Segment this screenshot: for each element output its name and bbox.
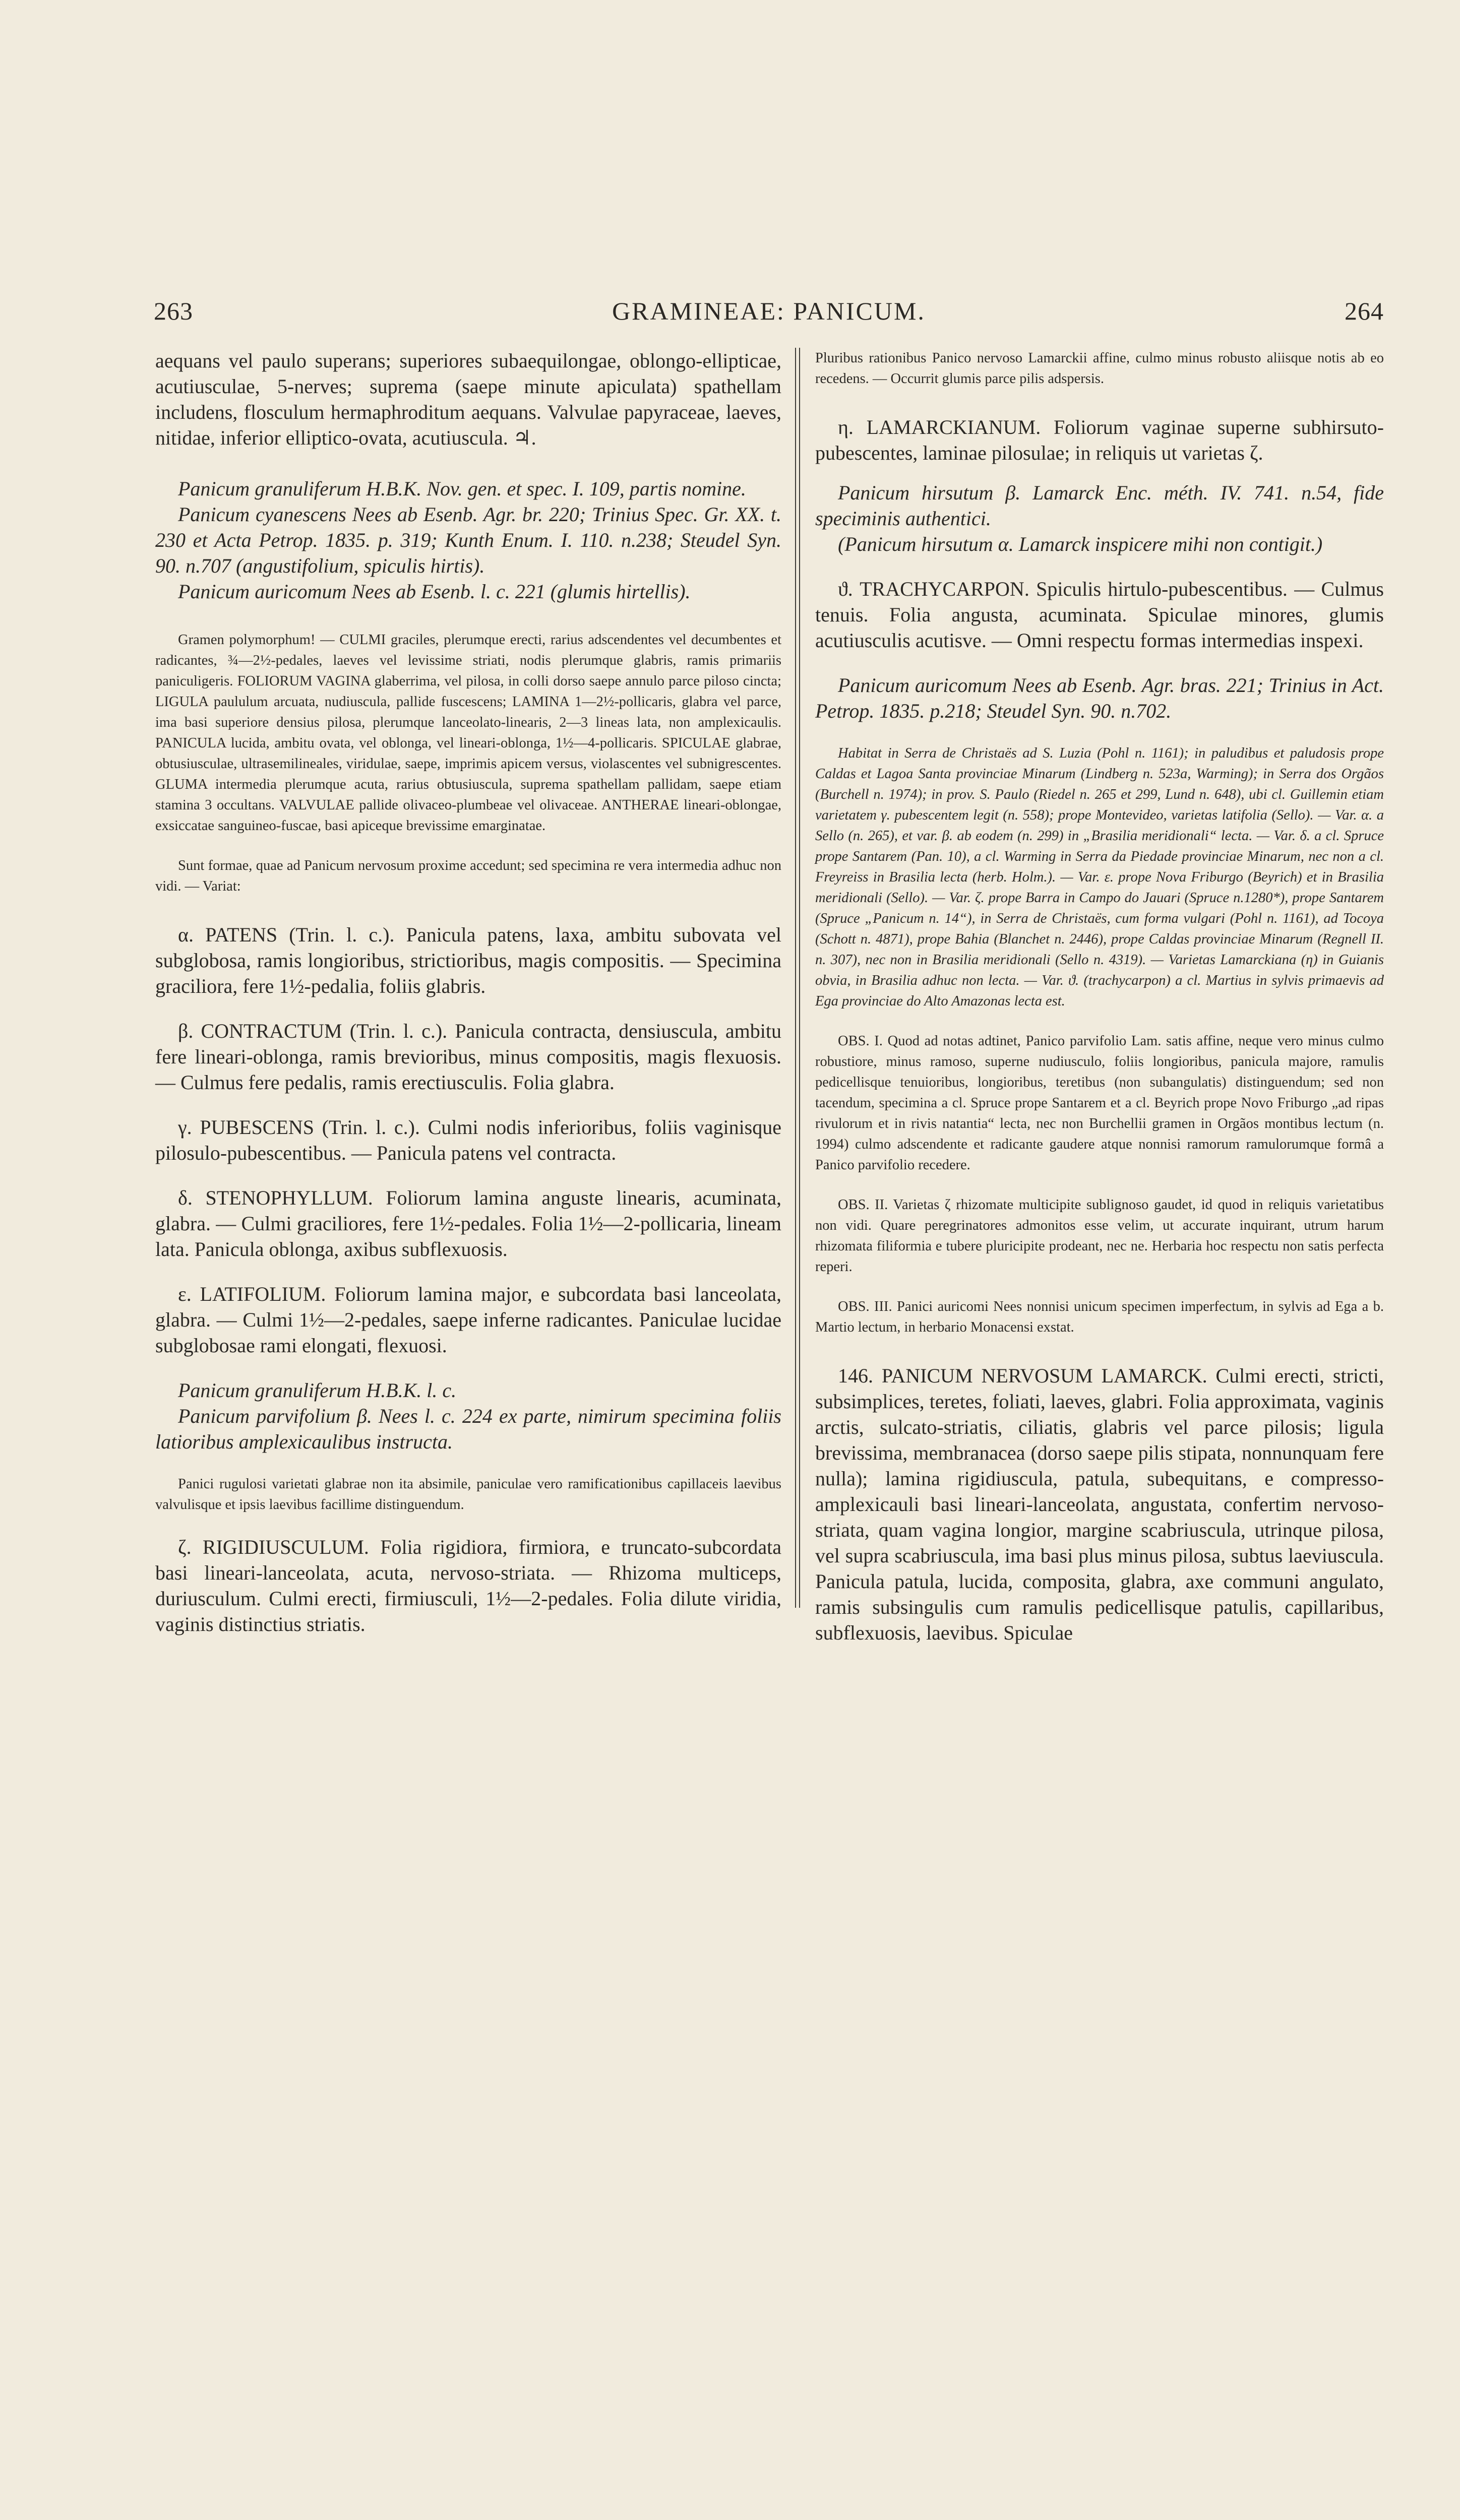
right-column-paragraph: OBS. III. Panici auricomi Nees nonnisi unicum specimen imperfectum, in sylvis ad Ega a b. Martio lectum, in herbario Monacensi exstat. xyxy=(815,1299,1384,1335)
right-column-paragraph: (Panicum hirsutum α. Lamarck inspicere mihi non contigit.) xyxy=(838,533,1323,555)
right-column xyxy=(815,348,1384,1646)
right-column-paragraph: ϑ. TRACHYCARPON. Spiculis hirtulo-pubescentibus. — Culmus tenuis. Folia angusta, acuminata. Spiculae minores, glumis acutiusculis acutisve. — Omni respectu formas intermedias inspexi. xyxy=(815,578,1384,652)
left-column-paragraph: ζ. RIGIDIUSCULUM. Folia rigidiora, firmiora, e truncato-subcordata basi lineari-lanceolata, acuta, nervoso-striata. — Rhizoma multiceps, duriusculum. Culmi erecti, firmiusculi, 1½—2-pedales. Folia dilute viridia, vaginis distinctius striatis. xyxy=(155,1536,781,1635)
left-column-paragraph: δ. STENOPHYLLUM. Foliorum lamina anguste linearis, acuminata, glabra. — Culmi graciliores, fere 1½-pedales. Folia 1½—2-pollicaria, lineam lata. Panicula oblonga, axibus subflexuosis. xyxy=(155,1186,781,1261)
column-divider xyxy=(795,348,796,1608)
left-column-paragraph: β. CONTRACTUM (Trin. l. c.). Panicula contracta, densiuscula, ambitu fere lineari-oblonga, ramis brevioribus, minus compositis, magis flexuosis. — Culmus fere pedalis, ramis erectiusculis. Folia glabra. xyxy=(155,1020,781,1094)
left-column-paragraph: Panicum granuliferum H.B.K. l. c. xyxy=(178,1379,457,1402)
column-divider-second xyxy=(799,348,800,1608)
right-column-paragraph: Panicum hirsutum β. Lamarck Enc. méth. IV. 741. n.54, fide speciminis authentici. xyxy=(815,481,1384,530)
left-column-paragraph: Panicum granuliferum H.B.K. Nov. gen. et spec. I. 109, partis nomine. xyxy=(178,477,746,500)
left-column-paragraph: aequans vel paulo superans; superiores subaequilongae, oblongo-elliptiсae, acutiusculae, 5-nerves; suprema (saepe minute apiculata) spathellam includens, flosculum hermaphroditum aequans. Valvulae papyraceae, laeves, nitidae, inferior elliptico-ovata, acutiuscula. ♃. xyxy=(155,349,781,449)
right-column-paragraph: OBS. I. Quod ad notas adtinet, Panico parvifolio Lam. satis affine, neque vero minus culmo robustiore, minus ramoso, superne nudiusculo, foliis longioribus, panicula majore, ramulis pedicellisque tenuioribus, longioribus, teretibus (non subangulatis) distinguendum; sed non tacendum, specimina a cl. Spruce prope Santarem et a cl. Beyrich prope Novo Friburgo „ad ripas rivulorum et in rivis natantia“ lecta, nec non Burchellii gramen in Orgãos montibus lectum (n. 1994) culmo adscendente et radicante gaudere atque nonnisi ramorum ramulorumque formâ a Panico parvifolio recedere. xyxy=(815,1033,1384,1173)
right-column-paragraph: 146. PANICUM NERVOSUM LAMARCK. Culmi erecti, stricti, subsimplices, teretes, foliati, laeves, glabri. Folia approximata, vaginis arctis, sulcato-striatis, ciliatis, glabris vel parce pilosis; ligula brevissima, membranacea (dorso saepe pilis stipata, nonnunquam fere nulla); lamina rigidiuscula, patula, subequitans, e compresso-amplexicauli basi lineari-lanceolata, angustata, confertim nervoso-striata, quam vagina longior, margine scabriuscula, utrinque pilosa, vel supra scabriuscula, ima basi plus minus pilosa, subtus laeviuscula. Panicula patula, lucida, composita, glabra, axe communi angulato, ramis subsingulis cum ramulis pedicellisque patulis, capillaribus, subflexuosis, laevibus. Spiculae xyxy=(815,1364,1384,1644)
page-number-right: 264 xyxy=(1345,297,1384,325)
left-column-paragraph: Panicum cyanescens Nees ab Esenb. Agr. br. 220; Trinius Spec. Gr. XX. t. 230 et Acta Petrop. 1835. p. 319; Kunth Enum. I. 110. n.238; Steudel Syn. 90. n.707 (angustifolium, spiculis hirtis). xyxy=(155,503,781,577)
left-column-paragraph: ε. LATIFOLIUM. Foliorum lamina major, e subcordata basi lanceolata, glabra. — Culmi 1½—2-pedales, saepe inferne radicantes. Paniculae lucidae subglobosae rami elongati, flexuosi. xyxy=(155,1283,781,1357)
right-column-paragraph: Pluribus rationibus Panico nervoso Lamarckii affine, culmo minus robusto aliisque notis ab eo recedens. — Occurrit glumis parce pilis adspersis. xyxy=(815,350,1384,387)
left-column-paragraph: Panicum parvifolium β. Nees l. c. 224 ex parte, nimirum specimina foliis latioribus amplexicaulibus instructa. xyxy=(155,1405,781,1453)
right-column-paragraph: OBS. II. Varietas ζ rhizomate multicipite sublignoso gaudet, id quod in reliquis varietatibus non vidi. Quare peregrinatores admonitos esse velim, ut accurate inquirant, utrum harum rhizomata filiformia e tubere pluricipite prodeant, nec ne. Herbaria hoc respectu non satis perfecta reperi. xyxy=(815,1197,1384,1275)
left-column-paragraph: Gramen polymorphum! — CULMI graciles, plerumque erecti, rarius adscendentes vel decumbentes et radicantes, ¾—2½-pedales, laeves vel levissime striati, nodis plerumque glabris, ramis primariis paniculigeris. FOLIORUM VAGINA glaberrima, vel pilosa, in colli dorso saepe annulo parce piloso cincta; LIGULA paululum arcuata, nudiuscula, pallide fuscescens; LAMINA 1—2½-pollicaris, glabra vel parce, ima basi superiore densius pilosa, plerumque lanceolato-linearis, 2—3 lineas lata, non amplexicaulis. PANICULA lucida, ambitu ovata, vel oblonga, vel lineari-oblonga, 1½—4-pollicaris. SPICULAE glabrae, obtusiusculae, ultrasemilineales, viridulae, saepe, imprimis apicem versus, violascentes vel subnigrescentes. GLUMA intermedia plerumque acuta, rarius obtusiuscula, suprema spathellam pallidam, saepe etiam stamina 3 occultans. VALVULAE pallide olivaceo-plumbeae vel olivaceae. ANTHERAE lineari-oblongae, exsiccatae sanguineo-fuscae, basi apiceque brevissime emarginatae. xyxy=(155,632,781,834)
left-column-paragraph: γ. PUBESCENS (Trin. l. c.). Culmi nodis inferioribus, foliis vaginisque pilosulo-pubescentibus. — Panicula patens vel contracta. xyxy=(155,1116,781,1164)
right-column-paragraph: Panicum auricomum Nees ab Esenb. Agr. bras. 221; Trinius in Act. Petrop. 1835. p.218; Steudel Syn. 90. n.702. xyxy=(815,674,1384,722)
left-column-paragraph: Panici rugulosi varietati glabrae non ita absimile, paniculae vero ramificationibus capillaceis laevibus valvulisque et ipsis laevibus facillime distinguendum. xyxy=(155,1476,781,1513)
left-column-paragraph: Sunt formae, quae ad Panicum nervosum proxime accedunt; sed specimina re vera intermedia adhuc non vidi. — Variat: xyxy=(155,858,781,894)
right-column-paragraph: Habitat in Serra de Christaës ad S. Luzia (Pohl n. 1161); in paludibus et paludosis prope Caldas et Lagoa Santa provinciae Minarum (Lindberg n. 523a, Warming); in Serra dos Orgãos (Burchell n. 1974); in prov. S. Paulo (Riedel n. 265 et 299, Lund n. 648), ubi cl. Guillemin etiam varietatem γ. pubescentem legit (n. 558); prope Montevideo, varietas latifolia (Sello). — Var. α. a Sello (n. 265), et var. β. ab eodem (n. 299) in „Brasilia meridionali“ lecta. — Var. δ. a cl. Spruce prope Santarem (Pan. 10), a cl. Warming in Serra da Piedade provinciae Minarum, nec non a cl. Freyreiss in Brasilia lecta (herb. Holm.). — Var. ε. prope Nova Friburgo (Beyrich) et in Brasilia meridionali (Sello). — Var. ζ. prope Barra in Campo do Jauari (Spruce n.1280*), prope Santarem (Spruce „Panicum n. 14“), in Serra de Christaës, cum forma vulgari (Pohl n. 1161), ad Tocoya (Schott n. 4871), prope Bahia (Blanchet n. 2446), prope Caldas provinciae Minarum (Regnell II. n. 307), nec non in Brasilia meridionali (Sello n. 4319). — Varietas Lamarckiana (η) in Guianis obvia, in Brasilia adhuc non lecta. — Var. ϑ. (trachycarpon) a cl. Martius in sylvis primaevis ad Ega provinciae do Alto Amazonas lecta est. xyxy=(815,745,1384,1009)
right-column-paragraph: η. LAMARCKIANUM. Foliorum vaginae superne subhirsuto-pubescentes, laminae pilosulae; in reliquis ut varietas ζ. xyxy=(815,416,1384,464)
left-column-paragraph: α. PATENS (Trin. l. c.). Panicula patens, laxa, ambitu subovata vel subglobosa, ramis longioribus, strictioribus, magis compositis. — Specimina graciliora, fere 1½-pedalia, foliis glabris. xyxy=(155,923,781,997)
left-column xyxy=(155,348,781,1637)
running-title: GRAMINEAE: PANICUM. xyxy=(612,297,926,325)
running-header xyxy=(154,296,1384,332)
page-number-left: 263 xyxy=(154,297,193,325)
left-column-paragraph: Panicum auricomum Nees ab Esenb. l. c. 221 (glumis hirtellis). xyxy=(178,580,691,603)
